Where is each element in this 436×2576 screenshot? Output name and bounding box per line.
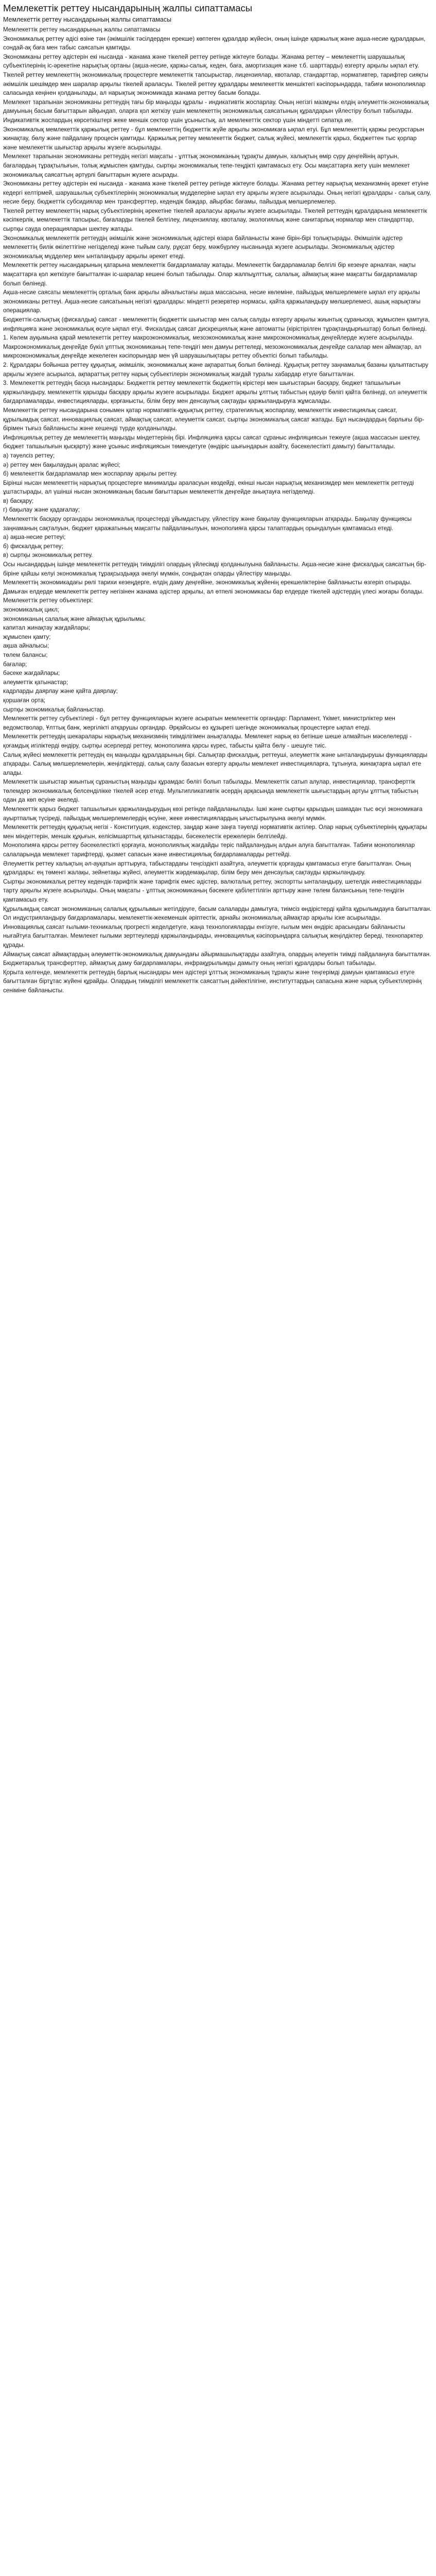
paragraph: Инновациялық саясат ғылыми-техникалық прогресті жеделдетуге, жаңа технологияларды енгізуге, ғылым мен өндіріс арасындағы байланысты нығайтуға бағытталған. Мемлекет ғылыми зерттеулерді қаржыландырады, инновациялық кәсіпорындарға салықтық жеңілдіктер береді, технопарктер құрады. (3, 923, 423, 948)
paragraph: Тікелей реттеу мемлекеттің нарық субъектілерінің әрекетіне тікелей араласуы арқылы жүзеге асырылады. Тікелей реттеудің құралдарына мемлекеттік кәсіпкерлік, мемлекеттік тапсырыс, бағаларды тікелей белгілеу, лицензиялау, квоталау, экологиялық және санитарлық нормалар мен стандарттар, сыртқы сауда операцияларын шектеу жатады. (3, 207, 427, 233)
paragraph: қоршаған орта; (3, 697, 46, 704)
paragraph: экономикалық цикл; (3, 606, 59, 613)
paragraph: Мемлекет тарапынан экономиканы реттеудің тағы бір маңызды құралы - индикативтік жоспарлау. Оның негізгі мазмұны елдің әлеуметтік-экономикалық дамуының басым бағыттарын айқындап, оларға қол жеткізу үшін мемлекеттің экономикалық саясатының құралдарын үйлестіру болып табылады. Индикативтік жоспардың көрсеткіштері жеке меншік сектор үшін ұсыныстық, ал мемлекеттік сектор үшін міндетті сипатқа ие. (3, 98, 429, 124)
paragraph: Мемлекеттік реттеудің құқықтық негізі - Конституция, кодекстер, заңдар және заңға тәуелді нормативтік актілер. Олар нарық субъектілерінің құқықтары мен міндеттерін, меншік құқығын, келісімшарттық қатынастарды, бәсекелестік ережелерін белгілейді. (3, 824, 427, 840)
paragraph: а) тәуелсіз реттеу; (3, 452, 55, 459)
paragraph: Мемлекеттік басқару органдары экономикалық процестерді ұйымдастыру, үйлестіру және бақылау функцияларын атқарады. Бақылау функциясы заңнаманың сақталуын, бюджет қаражатының мақсатты пайдаланылуын, монополияға қарсы талаптардың орындалуын қамтамасыз етеді. (3, 516, 412, 532)
paragraph: Мемлекеттік реттеудің шекаралары нарықтық механизмнің тиімділігімен анықталады. Мемлекет нарық өз бетінше шеше алмайтын мәселелерді - қоғамдық игіліктерді өндіру, сыртқы әсерлерді реттеу, монополияға қарсы күрес, табысты қайта бөлу - шешуге тиіс. (3, 733, 412, 749)
paragraph: Экономикалық мемлекеттік реттеудің әкімшілік және экономикалық әдістері өзара байланысты және бірін-бірі толықтырады. Әкімшілік әдістер мемлекеттің билік өкілеттігіне негізделеді және тыйым салу, рұқсат беру, мәжбүрлеу нысанында жүзеге асырылады. Экономикалық әдістер экономикалық мүдделер мен ынталандыру арқылы әрекет етеді. (3, 234, 403, 260)
paragraph: Экономиканы реттеу әдістерін екі нысанда - жанама және тікелей реттеу ретінде жіктеуге болады. Жанама реттеу – мемлекеттің шаруашылық субъектілерінің іс-әрекетіне нарықтық ортаны (ақша-несие, қаржы-салық, кеден, баға, амортизация және т.б. шарттарды) өзгерту арқылы ықпал ету. (3, 53, 419, 70)
paragraph: Сыртқы экономикалық реттеу кедендік-тарифтік және тарифтік емес әдістер, валюталық реттеу, экспортты ынталандыру, шетелдік инвестицияларды тарту арқылы жүзеге асырылады. Оның мақсаты - ұлттық экономиканың бәсекеге қабілеттілігін арттыру және төлем балансының тепе-теңдігін қамтамасыз ету. (3, 878, 422, 903)
paragraph: Мемлекеттік реттеу субъектілері - бұл реттеу функцияларын жүзеге асыратын мемлекеттік органдар: Парламент, Үкімет, министрліктер мен ведомстволар, Ұлттық банк, жергілікті атқарушы органдар. Әрқайсысы өз құзыреті шегінде экономикалық процестерге ықпал етеді. (3, 715, 395, 731)
paragraph: Монополияға қарсы реттеу бәсекелестікті қорғауға, монополиялық жағдайды теріс пайдаланудың алдын алуға бағытталған. Табиғи монополиялар салаларында мемлекет тарифтерді, қызмет сапасын және инвестициялық бағдарламаларды реттейді. (3, 842, 415, 858)
paragraph: сыртқы экономикалық байланыстар. (3, 706, 105, 713)
paragraph: Салық жүйесі мемлекеттік реттеудің ең маңызды құралдарының бірі. Салықтар фискалдық, реттеуші, әлеуметтік және ынталандырушы функцияларды атқарады. Салық мөлшерлемелерін, жеңілдіктерді, салық салу базасын өзгерту арқылы мемлекет инвестицияларға, тұтынуға, жинақтарға ықпал ете алады. (3, 751, 428, 776)
paragraph: Мемлекеттік реттеу нысандарының жалпы сипаттамасы (3, 26, 161, 33)
paragraph: а) ақша-несие реттеуі; (3, 534, 66, 541)
paragraph: бағалар; (3, 660, 27, 668)
paragraph: в) басқару; (3, 497, 34, 504)
paragraph: Мемлекеттің экономикадағы рөлі тарихи кезеңдерге, елдің даму деңгейіне, экономикалық жүйенің ерекшеліктеріне байланысты өзгеріп отырады. Дамыған елдерде мемлекеттік реттеу негізінен жанама әдістер арқылы, ал өтпелі экономикасы бар елдерде тікелей әдістердің үлесі жоғары болады. (3, 579, 424, 595)
paragraph: Мемлекеттік реттеу нысандарының қатарына мемлекеттік бағдарламалау жатады. Мемлекеттік бағдарламалар белгілі бір кезеңге арналған, нақты мақсаттарға қол жеткізуге бағытталған іс-шаралар кешені болып табылады. Олар жалпыұлттық, салалық, аймақтық және мақсатты бағдарламалар болып бөлінеді. (3, 262, 417, 287)
paragraph: ә) реттеу мен бақылаудың аралас жүйесі; (3, 461, 120, 468)
paragraph: Мемлекеттік реттеу объектілері: (3, 597, 93, 604)
paragraph: Экономикалық реттеу әдісі өзіне тән (әкімшілік тәсілдерден ерекше) көптеген құралдар жүйесін, оның ішінде қаржылық және ақша-несие құралдарын, сондай-ақ баға мен табыс саясатын қамтиды. (3, 35, 426, 52)
paragraph: г) бақылау және қадағалау; (3, 506, 80, 514)
paragraph: Осы нысандардың ішінде мемлекеттік реттеудің тиімділігі олардың үйлесімді қолданылуына байланысты. Ақша-несие және фискалдық саясаттың бір-біріне қайшы келуі экономикалық тұрақсыздыққа әкелуі мүмкін, сондықтан оларды үйлестіру маңызды. (3, 561, 426, 577)
paragraph: әлеуметтік қатынастар; (3, 679, 68, 686)
paragraph: Экономиканы реттеу әдістерін екі нысанда - жанама және тікелей реттеу ретінде жіктеуге болады. Жанама реттеу нарықтық механизмнің әрекет етуіне кедергі келтірмей, шаруашылық субъектілерінің экономикалық мүдделеріне ықпал ету арқылы жүзеге асырылады. Оның негізгі құралдары - салық салу, несие беру, бюджеттік субсидиялар мен трансферттер, кедендік баждар, айырбас бағамы, пайыздық мөлшерлемелер. (3, 180, 431, 206)
paragraph: Бірінші нысан мемлекеттің нарықтық процестерге минималды араласуын көздейді, екінші нысан нарықтық механизмдер мен мемлекеттік реттеуді ұштастырады, ал үшінші нысан экономиканың басым бағыттарын мемлекеттік деңгейде анықтауға негізделеді. (3, 479, 414, 496)
paragraph: жұмыспен қамту; (3, 633, 51, 640)
paragraph: 2. Құралдары бойынша реттеу құқықтық, әкімшілік, экономикалық және ақпараттық болып бөлінеді. Құқықтық реттеу заңнамалық базаны қалыптастыру арқылы жүзеге асырылса, ақпараттық реттеу нарық субъектілерін экономикалық жағдай туралы хабардар етуге бағытталған. (3, 361, 429, 378)
paragraph: Әлеуметтік реттеу халықтың әл-ауқатын арттыруға, табыстардағы теңсіздікті азайтуға, әлеуметтік қорғауды қамтамасыз етуге бағытталған. Оның құралдары: ең төменгі жалақы, зейнетақы жүйесі, әлеуметтік жәрдемақылар, білім беру мен денсаулық сақтауды қаржыландыру. (3, 860, 411, 876)
paragraph: ақша айналысы; (3, 642, 49, 650)
paragraph: Ақша-несие саясаты мемлекеттің орталық банк арқылы айналыстағы ақша массасына, несие көлеміне, пайыздық мөлшерлемеге ықпал ету арқылы экономиканы реттеуі. Ақша-несие саясатының негізгі құралдары: міндетті резервтер нормасы, қайта қаржыландыру мөлшерлемесі, ашық нарықтағы операциялар. (3, 289, 421, 314)
paragraph: Бюджеттік-салықтық (фискалдық) саясат - мемлекеттің бюджеттік шығыстар мен салық салуды өзгерту арқылы жиынтық сұранысқа, жұмыспен қамтуға, инфляцияға және экономикалық өсуге ықпал етуі. Фискалдық саясат дискрециялық және автоматты (кірістірілген тұрақтандырғыштар) болып бөлінеді. (3, 316, 430, 332)
document-body (3, 25, 432, 995)
paragraph: Мемлекеттік шығыстар жиынтық сұраныстың маңызды құрамдас бөлігі болып табылады. Мемлекеттік сатып алулар, инвестициялар, трансферттік төлемдер экономикалық белсенділікке тікелей әсер етеді. Мультипликативтік әсердің арқасында мемлекеттік шығыстардың артуы ұлттық табыстың одан да көп өсуіне әкеледі. (3, 778, 418, 804)
paragraph: в) сыртқы экономикалық реттеу. (3, 552, 93, 559)
paragraph: б) мемлекеттік бағдарламалар мен жоспарлау арқылы реттеу. (3, 470, 178, 478)
paragraph: Инфляциялық реттеу де мемлекеттің маңызды міндеттерінің бірі. Инфляцияға қарсы саясат сұраныс инфляциясын тежеуге (ақша массасын шектеу, бюджет тапшылығын қысқарту) және ұсыныс инфляциясын төмендетуге (өндіріс шығындарын азайту, бәсекелестікті дамыту) бағытталады. (3, 434, 421, 450)
paragraph: Мемлекет тарапынан экономиканы реттеудің негізгі мақсаты - ұлттық экономиканың тұрақты дамуын, халықтың өмір сүру деңгейінің артуын, бағалардың тұрақтылығын, толық жұмыспен қамтуды, сыртқы экономикалық тепе-теңдікті қамтамасыз ету. Осы мақсаттарға жету үшін мемлекет экономикалық саясаттың әртүрлі бағыттарын жүзеге асырады. (3, 153, 410, 178)
paragraph: Мемлекеттік қарыз бюджет тапшылығын қаржыландырудың көзі ретінде пайдаланылады. Ішкі және сыртқы қарыздың шамадан тыс өсуі экономикаға ауыртпалық түсіреді, пайыздық мөлшерлемелердің өсуіне, жеке инвестициялардың ығыстырылуына әкелуі мүмкін. (3, 806, 423, 822)
paragraph: Мемлекеттік реттеу нысандарына сонымен қатар нормативтік-құқықтық реттеу, стратегиялық жоспарлау, мемлекеттік инвестициялық саясат, құрылымдық саясат, инновациялық саясат, аймақтық саясат, әлеуметтік саясат, сыртқы экономикалық саясат жатады. Бұл нысандардың барлығы бір-бірімен тығыз байланысты және кешенді түрде қолданылады. (3, 406, 425, 432)
paragraph: 3. Мемлекеттік реттеудің басқа нысандары: Бюджеттік реттеу мемлекеттік бюджеттің кірістері мен шығыстарын басқару, бюджет тапшылығын қаржыландыру, мемлекеттік қарызды басқару арқылы жүзеге асырылады. Бюджет арқылы ұлттық табыстың едәуір бөлігі қайта бөлінеді, ол әлеуметтік бағдарламаларды, инвестицияларды, қорғанысты, білім беру мен денсаулық сақтауды қаржыландыруға жұмсалады. (3, 380, 427, 405)
paragraph: төлем балансы; (3, 651, 48, 658)
page-title: Мемлекеттік реттеу нысандарының жалпы сипаттамасы (3, 3, 252, 13)
paragraph: экономиканың салалық және аймақтық құрылымы; (3, 615, 146, 622)
paragraph: Тікелей реттеу мемлекеттің экономикалық процестерге мемлекеттік тапсырыстар, лицензиялар, квоталар, стандарттар, нормативтер, тарифтер сияқты әкімшілік шешімдер мен шаралар арқылы тікелей араласуы. Тікелей реттеу құралдары мемлекеттік меншіктегі кәсіпорындарда, табиғи монополиялар саласында кеңінен қолданылады, ал нарықтық экономикада жанама реттеу басым болады. (3, 71, 428, 97)
paragraph: Қорыта келгенде, мемлекеттік реттеудің барлық нысандары мен әдістері ұлттық экономиканың тұрақты және теңгерімді дамуын қамтамасыз етуге бағытталған біртұтас жүйені құрайды. Олардың тиімділігі мемлекеттік саясаттың дәйектілігіне, институттардың сапасына және нарық субъектілерінің сеніміне байланысты. (3, 969, 422, 994)
paragraph: капитал жинақтау жағдайлары; (3, 624, 91, 632)
paragraph: Аймақтық саясат аймақтардың әлеуметтік-экономикалық дамуындағы айырмашылықтарды азайтуға, олардың әлеуетін тиімді пайдалануға бағытталған. Бюджетаралық трансферттер, аймақтық даму бағдарламалары, инфрақұрылымды дамыту оның негізгі құралдары болып табылады. (3, 951, 431, 967)
paragraph: Құрылымдық саясат экономиканың салалық құрылымын жетілдіруге, басым салаларды дамытуға, тиімсіз өндірістерді қайта құрылымдауға бағытталған. Ол индустрияландыру бағдарламалары, мемлекеттік-жекеменшік әріптестік, арнайы экономикалық аймақтар арқылы іске асырылады. (3, 905, 432, 922)
paragraph: 1. Көлем ауқымына қарай мемлекеттік реттеу макроэкономикалық, мезоэкономикалық және микроэкономикалық деңгейлерде жүзеге асырылады. Макроэкономикалық деңгейде бүкіл ұлттық экономиканың тепе-теңдігі мен дамуы реттеледі, мезоэкономикалық деңгейде салалар мен аймақтар, ал микроэкономикалық деңгейде жекелеген кәсіпорындар мен үй шаруашылықтары реттеу объектісі болып табылады. (3, 334, 422, 360)
paragraph: бәсеке жағдайлары; (3, 670, 60, 677)
paragraph: кадрларды даярлау және қайта даярлау; (3, 688, 118, 695)
paragraph: б) фискалдық реттеу; (3, 543, 63, 550)
paragraph: Экономикалық мемлекеттік қаржылық реттеу - бұл мемлекеттің бюджеттік жүйе арқылы экономикаға ықпал етуі. Бұл мемлекеттің қаржы ресурстарын жинақтау, бөлу және пайдалану процесін қамтиды. Қаржылық реттеу мемлекеттік бюджет, салық жүйесі, мемлекеттік қарыз, бюджеттен тыс қорлар және мемлекеттік шығыстар арқылы жүзеге асырылады. (3, 126, 424, 151)
page-subtitle: Мемлекеттік реттеу нысандарының жалпы сипаттамасы (3, 16, 171, 23)
